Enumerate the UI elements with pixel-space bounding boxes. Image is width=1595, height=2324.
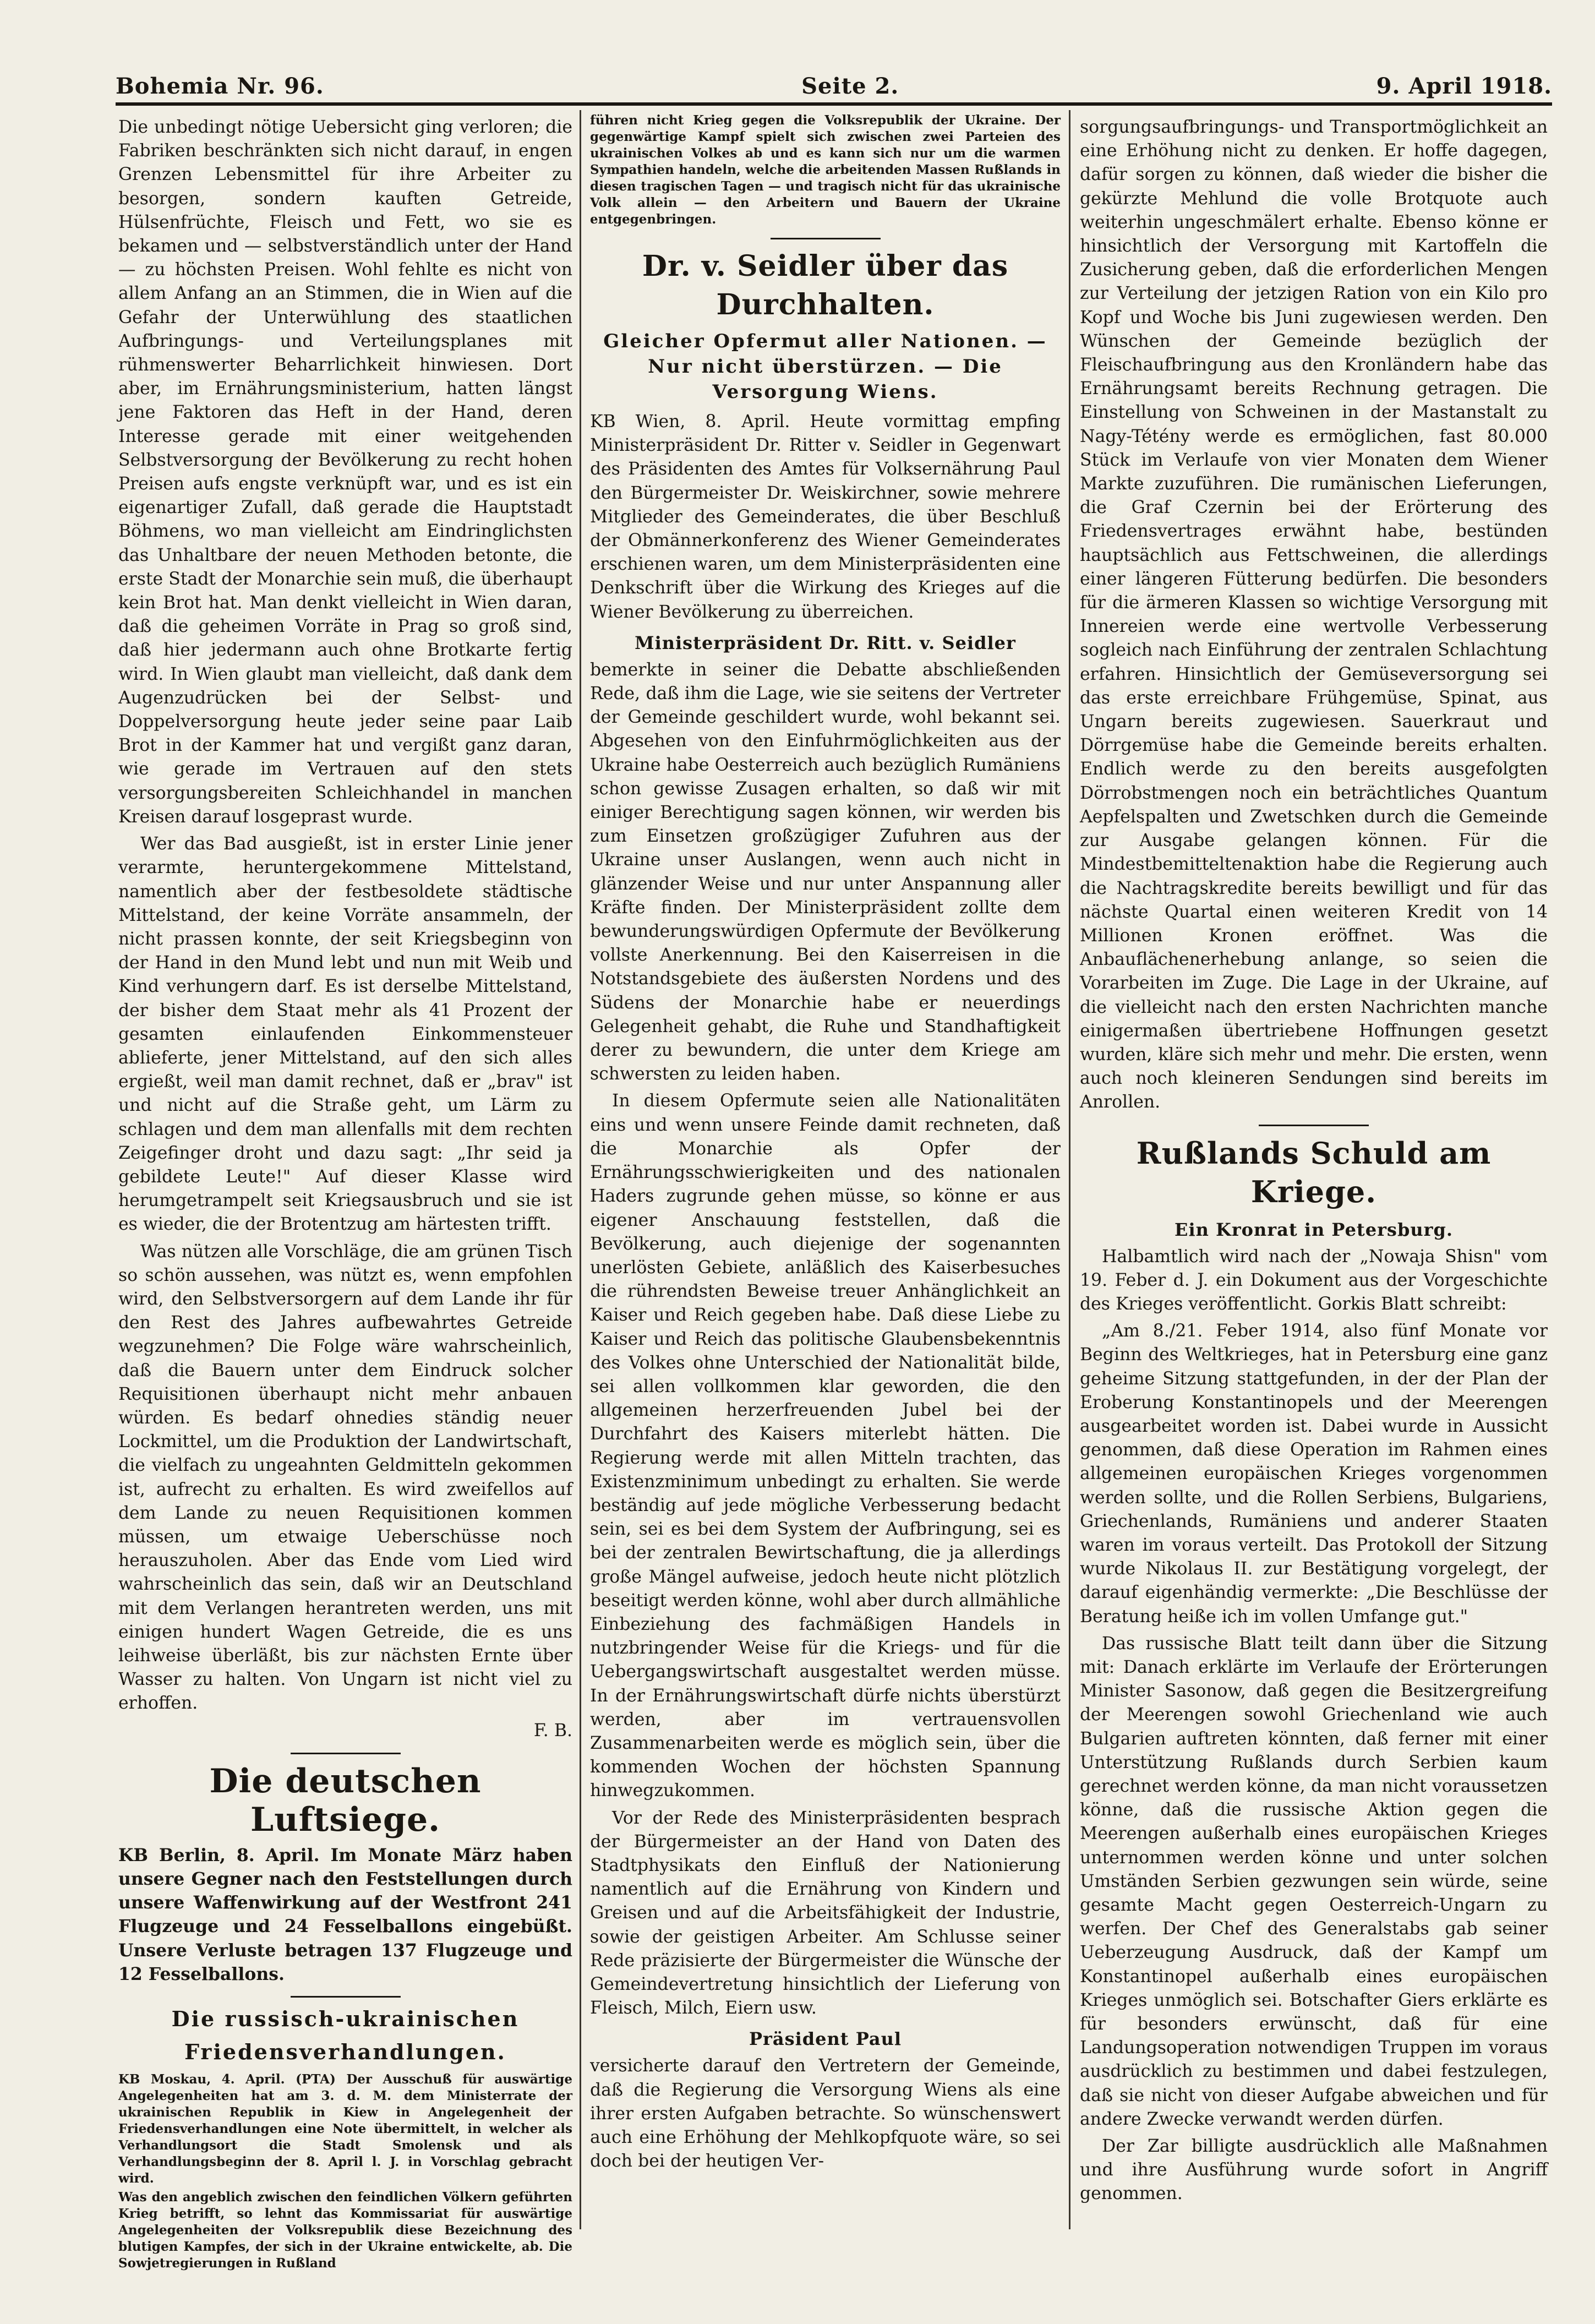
header-page-number: Seite 2.	[801, 73, 899, 99]
article-paragraph-small: KB Moskau, 4. April. (PTA) Der Ausschuß für auswärtige Angelegenheiten hat am 3. d. M. dem Ministerrate der ukrainischen Republik in Kiew in Angelegenheit der Friedensverhandlungen eine Note übermittelt, in welcher als Verhandlungsort die Stadt Smolensk und als Verhandlungsbeginn der 8. April l. J. in Vorschlag gebracht wird.	[118, 2072, 572, 2186]
column-2	[590, 113, 1061, 2262]
headline-russland-schuld: Rußlands Schuld am Kriege.	[1136, 1135, 1492, 1209]
article-paragraph-small: Was den angeblich zwischen den feindlichen Völkern geführten Krieg betrifft, so lehnt das Kommissariat für auswärtige Angelegenheiten der Volksrepublik diese Bezeichnung des blutigen Kampfes, der sich in der Ukraine entwickelte, ab. Die Sowjetregierungen in Rußland	[118, 2190, 572, 2271]
subheadline-kronrat: Ein Kronrat in Petersburg.	[1175, 1219, 1453, 1240]
article-paragraph: Halbamtlich wird nach der „Nowaja Shisn" vom 19. Feber d. J. ein Dokument aus der Vorgeschichte des Krieges veröffentlicht. Gorkis Blatt schreibt:	[1080, 1246, 1548, 1314]
signature-text: F. B.	[533, 1720, 572, 1741]
article-paragraph: „Am 8./21. Feber 1914, also fünf Monate vor Beginn des Weltkrieges, hat in Petersburg eine ganz geheime Sitzung stattgefunden, in der der Plan der Eroberung Konstantinopels und der Meerengen ausgearbeitet worden ist. Dabei wurde in Aussicht genommen, daß diese Operation im Rahmen eines allgemeinen europäischen Krieges vorgenommen werden sollte, und die Rollen Serbiens, Bulgariens, Griechenlands, Rumäniens und anderer Staaten waren im voraus verteilt. Das Protokoll der Sitzung wurde Nikolaus II. zur Bestätigung vorgelegt, der darauf eigenhändig vermerkte: „Die Beschlüsse der Beratung heiße ich im vollen Umfange gut."	[1080, 1321, 1548, 1627]
article-paragraph: versicherte darauf den Vertretern der Gemeinde, daß die Regierung die Versorgung Wiens als eine ihrer ersten Aufgaben betrachte. So wünschenswert auch eine Erhöhung der Mehlkopfquote wäre, so sei doch bei der heutigen Ver-	[590, 2056, 1061, 2172]
page-header	[116, 65, 1552, 99]
section-divider	[291, 1996, 401, 1998]
section-divider	[771, 238, 881, 239]
section-divider	[1259, 1125, 1369, 1126]
article-paragraph: Wer das Bad ausgießt, ist in erster Linie jener verarmte, heruntergekommene Mittelstand, namentlich aber der festbesoldete städtische Mittelstand, der keine Vorräte ansammeln, der nicht prassen konnte, der seit Kriegsbeginn von der Hand in den Mund lebt und nun mit Weib und Kind verhungern darf. Es ist derselbe Mittelstand, der bisher dem Staat mehr als 41 Prozent der gesamten einlaufenden Einkommensteuer ablieferte, jener Mittelstand, auf den sich alles ergießt, weil man damit rechnet, daß er „brav" ist und nicht auf die Straße geht, um Lärm zu schlagen und dem man allenfalls mit dem rechten Zeigefinger droht und dazu sagt: „Ihr seid ja gebildete Leute!" Auf dieser Klasse wird herumgetrampelt seit Kriegsausbruch und sie ist es wieder, die der Brotentzug am härtesten trifft.	[118, 834, 572, 1235]
article-signature	[118, 1719, 572, 1743]
speaker-label-paul: Präsident Paul	[749, 2028, 902, 2050]
article-paragraph: Das russische Blatt teilt dann über die Sitzung mit: Danach erklärte im Verlaufe der Erörterungen Minister Sasonow, daß gegen die Besitzergreifung der Meerengen sowohl Griechenland wie auch Bulgarien auftreten könnten, daß ferner mit einer Unterstützung Rußlands durch Serbien kaum gerechnet werden könne, da man nicht voraussetzen könne, daß die russische Aktion gegen die Meerengen außerhalb eines europäischen Krieges unternommen werden könne und unter solchen Umständen Serbien gezwungen sein würde, seine gesamte Macht gegen Oesterreich-Ungarn zu werfen. Der Chef des Generalstabs gab seiner Ueberzeugung Ausdruck, daß der Kampf um Konstantinopel außerhalb eines europäischen Krieges unmöglich sei. Botschafter Giers erklärte es für besonders erwünscht, daß für eine Landungsoperation notwendigen Truppen im voraus ausdrücklich zu bestimmen und dabei festzulegen, daß sie nicht von dieser Aufgabe abweichen und für andere Zwecke verwandt werden dürfen.	[1080, 1633, 1548, 2129]
article-paragraph: KB Wien, 8. April. Heute vormittag empfing Ministerpräsident Dr. Ritter v. Seidler in Gegenwart des Präsidenten des Amtes für Volksernährung Paul den Bürgermeister Dr. Weiskirchner, sowie mehrere Mitglieder des Gemeinderates, die über Beschluß der Obmännerkonferenz des Wiener Gemeinderates erschienen waren, um dem Ministerpräsidenten eine Denkschrift über die Wirkung des Krieges auf die Wiener Bevölkerung zu überreichen.	[590, 412, 1061, 622]
headline-seidler: Dr. v. Seidler über das Durchhalten.	[642, 249, 1009, 321]
article-paragraph: KB Berlin, 8. April. Im Monate März haben unsere Gegner nach den Feststellungen durch unsere Waffenwirkung auf der Westfront 241 Flugzeuge und 24 Fesselballons eingebüßt. Unsere Verluste betragen 137 Flugzeuge und 12 Fesselballons.	[118, 1845, 572, 1984]
header-rule	[116, 102, 1552, 106]
header-date: 9. April 1918.	[1376, 73, 1552, 99]
column-divider-1	[580, 110, 581, 2229]
article-paragraph-small: führen nicht Krieg gegen die Volksrepublik der Ukraine. Der gegenwärtige Kampf spielt sich zwischen zwei Parteien des ukrainischen Volkes ab und es kann sich nur um die warmen Sympathien handeln, welche die arbeitenden Massen Rußlands in diesen tragischen Tagen — und tragisch nicht für das ukrainische Volk allein — den Arbeitern und Bauern der Ukraine entgegenbringen.	[590, 113, 1061, 227]
article-paragraph: Die unbedingt nötige Uebersicht ging verloren; die Fabriken beschränkten sich nicht darauf, in engen Grenzen Lebensmittel für ihre Arbeiter zu besorgen, sondern kauften Getreide, Hülsenfrüchte, Fleisch und Fett, wo sie es bekamen und — selbstverständlich unter der Hand — zu höchsten Preisen. Wohl fehlte es nicht von allem Anfang an an Stimmen, die in Wien auf die Gefahr der Unterwühlung des staatlichen Aufbringungs- und Verteilungsplanes mit rühmenswerter Beharrlichkeit hinwiesen. Dort aber, im Ernährungsministerium, hatten längst jene Faktoren das Heft in der Hand, deren Interesse gerade mit einer weitgehenden Selbstversorgung der Bevölkerung zu recht hohen Preisen aufs engste verknüpft war, und es ist ein eigenartiger Zufall, daß gerade die Hauptstadt Böhmens, wo man vielleicht am Eindringlichsten das Unhaltbare der neuen Methoden betonte, die erste Stadt der Monarchie sein muß, die überhaupt kein Brot hat. Man denkt vielleicht in Wien daran, daß die geheimen Vorräte in Prag so groß sind, daß hier jedermann auch ohne Brotkarte fertig wird. In Wien glaubt man vielleicht, daß dank dem Augenzudrücken bei der Selbst- und Doppelversorgung heute jeder seine paar Laib Brot in der Kammer hat und vergißt ganz daran, wie gerade im Vertrauen auf den stets versorgungsbereiten Schleichhandel in manchen Kreisen darauf losgeprast wurde.	[118, 117, 572, 827]
column-1	[118, 116, 572, 2271]
headline-luftsiege: Die deutschen Luftsiege.	[209, 1761, 482, 1839]
article-paragraph: sorgungsaufbringungs- und Transportmöglichkeit an eine Erhöhung nicht zu denken. Er hoffe dagegen, dafür sorgen zu können, daß wieder die bisher die gekürzte Mehlund die volle Brotquote auch weiterhin ungeschmälert erhalte. Ebenso könne er hinsichtlich der Versorgung mit Kartoffeln die Zusicherung geben, daß die erforderlichen Mengen zur Verteilung der jetzigen Ration von ein Kilo pro Kopf und Woche bis Juni zugewiesen werden. Den Wünschen der Gemeinde bezüglich der Fleischaufbringung aus den Kronländern habe das Ernährungsamt bereits Rechnung getragen. Die Einstellung von Schweinen in der Mastanstalt zu Nagy-Tétény werde es ermöglichen, fast 80.000 Stück im Verlaufe von vier Monaten dem Wiener Markte zuzuführen. Die rumänischen Lieferungen, die Graf Czernin bei der Erörterung des Friedensvertrages erwähnt habe, bestünden hauptsächlich aus Fettschweinen, die allerdings einer längeren Fütterung bedürfen. Die besonders für die ärmeren Klassen so wichtige Versorgung mit Innereien werde eine wertvolle Verbesserung sogleich nach Einführung der zentralen Schlachtung erfahren. Hinsichtlich der Gemüseversorgung sei das erste erreichbare Frühgemüse, Spinat, aus Ungarn bereits zugewiesen. Sauerkraut und Dörrgemüse habe die Gemeinde bereits erhalten. Endlich werde zu den bereits ausgefolgten Dörrobstmengen noch ein beträchtliches Quantum Aepfelspalten und Zwetschken durch die Gemeinde zur Ausgabe gelangen können. Für die Mindestbemitteltenaktion habe die Regierung auch die Nachtragskredite bereits bewilligt und für das nächste Quartal einen weiteren Kredit von 14 Millionen Kronen eröffnet. Was die Anbauflächenerhebung anlange, so seien die Vorarbeiten im Zuge. Die Lage in der Ukraine, auf die vielleicht nach den ersten Nachrichten manche einigermaßen übertriebene Hoffnungen gesetzt wurden, kläre sich mehr und mehr. Die ersten, wenn auch noch kleineren Sendungen sind bereits im Anrollen.	[1080, 117, 1548, 1112]
headline-ukraine-line1: Die russisch-ukrainischen	[171, 2006, 520, 2032]
headline-ukraine-line2: Friedensverhandlungen.	[184, 2039, 506, 2065]
section-divider	[291, 1753, 401, 1754]
article-paragraph: Der Zar billigte ausdrücklich alle Maßnahmen und ihre Ausführung wurde sofort in Angriff genommen.	[1080, 2136, 1548, 2204]
subheadline-seidler: Gleicher Opfermut aller Nationen. — Nur nicht überstürzen. — Die Versorgung Wiens.	[603, 330, 1047, 403]
column-divider-2	[1069, 110, 1070, 2229]
article-paragraph: bemerkte in seiner die Debatte abschließenden Rede, daß ihm die Lage, wie sie seitens der Vertreter der Gemeinde geschildert wurde, wohl bekannt sei. Abgesehen von den Einfuhrmöglichkeiten aus der Ukraine habe Oesterreich auch bezüglich Rumäniens schon gewisse Zusagen erhalten, so daß wir mit einiger Berechtigung sagen können, wir werden bis zum Einsetzen großzügiger Zufuhren aus der Ukraine unser Auslangen, wenn auch nicht in glänzender Weise und nur unter Anspannung aller Kräfte finden. Der Ministerpräsident zollte dem bewunderungswürdigen Opfermute der Bevölkerung vollste Anerkennung. Bei den Kaiserreisen in die Notstandsgebiete des äußersten Nordens und des Südens der Monarchie habe er neuerdings Gelegenheit gehabt, die Ruhe und Standhaftigkeit derer zu bewundern, die unter dem Kriege am schwersten zu leiden haben.	[590, 659, 1061, 1084]
header-publication: Bohemia Nr. 96.	[116, 73, 324, 99]
article-paragraph: Was nützen alle Vorschläge, die am grünen Tisch so schön aussehen, was nützt es, wenn empfohlen wird, den Selbstversorgern auf dem Lande ihr für den Rest des Jahres aufbewahrtes Getreide wegzunehmen? Die Folge wäre wahrscheinlich, daß die Bauern unter dem Eindruck solcher Requisitionen überhaupt nicht mehr anbauen würden. Es bedarf ohnedies ständig neuer Lockmittel, um die Produktion der Landwirtschaft, die vielfach zu ungeahnten Geldmitteln gekommen ist, aufrecht zu erhalten. Es wird zweifellos auf dem Lande zu neuen Requisitionen kommen müssen, um etwaige Ueberschüsse noch herauszuholen. Aber das Ende vom Lied wird wahrscheinlich das sein, daß wir an Deutschland mit dem Verlangen herantreten werden, uns mit einigen hundert Wagen Getreide, die es uns leihweise überläßt, bis zur nächsten Ernte über Wasser zu halten. Von Ungarn ist nicht viel zu erhoffen.	[118, 1241, 572, 1714]
article-paragraph: In diesem Opfermute seien alle Nationalitäten eins und wenn unsere Feinde damit rechneten, daß die Monarchie als Opfer der Ernährungsschwierigkeiten und des nationalen Haders zugrunde gehen müsse, so könne er aus eigener Anschauung feststellen, daß die Bevölkerung, auch diejenige der sogenannten unerlösten Gebiete, anläßlich des Kaiserbesuches die rührendsten Beweise treuer Anhänglichkeit an Kaiser und Reich gegeben habe. Daß diese Liebe zu Kaiser und Reich das politische Glaubensbekenntnis des Volkes ohne Unterschied der Nationalität bilde, sei allen vollkommen klar geworden, die den allgemeinen herzerfreuenden Jubel bei der Durchfahrt des Kaisers miterlebt hätten. Die Regierung werde mit allen Mitteln trachten, das Existenzminimum unbedingt zu erhalten. Sie werde beständig auf jede mögliche Verbesserung bedacht sein, sei es bei dem System der Aufbringung, sei es bei der zentralen Bewirtschaftung, die ja allerdings große Mängel aufweise, jedoch heute nicht plötzlich beseitigt werden könne, wohl aber durch allmähliche Einbeziehung des fachmäßigen Handels in nutzbringender Weise für die Kriegs- und für die Uebergangswirtschaft ausgestaltet werden müsse. In der Ernährungswirtschaft dürfe nichts überstürzt werden, aber im vertrauensvollen Zusammenarbeiten werde es möglich sein, über die kommenden Wochen der höchsten Spannung hinwegzukommen.	[590, 1091, 1061, 1801]
speaker-label-seidler: Ministerpräsident Dr. Ritt. v. Seidler	[635, 632, 1016, 653]
column-3	[1080, 116, 1548, 2262]
article-paragraph: Vor der Rede des Ministerpräsidenten besprach der Bürgermeister an der Hand von Daten des Stadtphysikats den Einfluß der Nationierung namentlich auf die Ernährung von Kindern und Greisen und auf die Arbeitsfähigkeit der Industrie, sowie der geistigen Arbeiter. Am Schlusse seiner Rede präzisierte der Bürgermeister die Wünsche der Gemeindevertretung hinsichtlich der Lieferung von Fleisch, Milch, Eiern usw.	[590, 1808, 1061, 2019]
